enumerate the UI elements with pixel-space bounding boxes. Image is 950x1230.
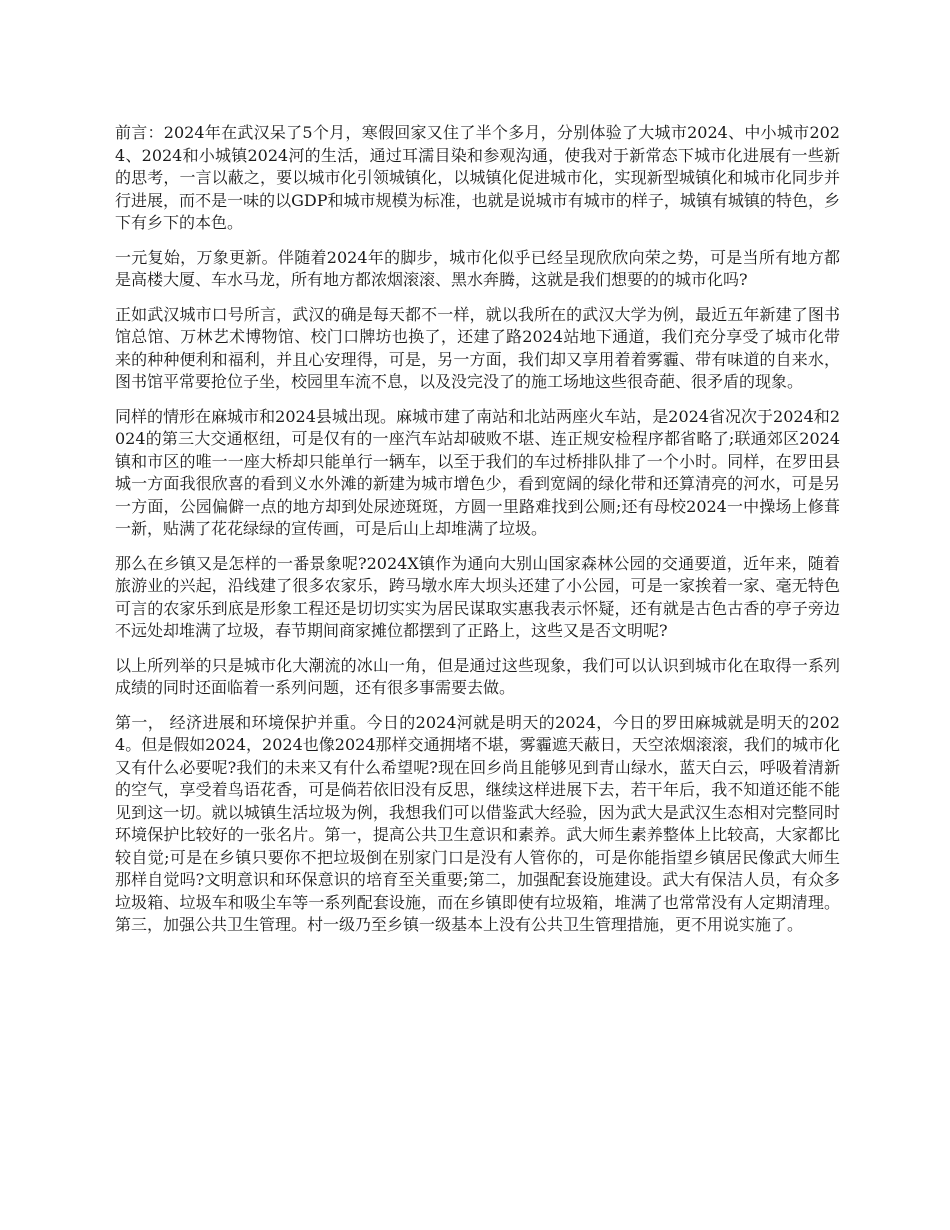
paragraph-preface: 前言：2024年在武汉呆了5个月，寒假回家又住了半个多月，分别体验了大城市2024、中小城市2024、2024和小城镇2024河的生活，通过耳濡目染和参观沟通，使我对于新常态下城市化进展有一些新的思考，一言以蔽之，要以城市化引领城镇化，以城镇化促进城市化，实现新型城镇化和城市化同步并行进展，而不是一味的以GDP和城市规模为标准，也就是说城市有城市的样子，城镇有城镇的特色，乡下有乡下的本色。	[115, 123, 840, 232]
paragraph-summary: 以上所列举的只是城市化大潮流的冰山一角，但是通过这些现象，我们可以认识到城市化在取得一系列成绩的同时还面临着一系列问题，还有很多事需要去做。	[115, 655, 840, 697]
paragraph-township: 那么在乡镇又是怎样的一番景象呢?2024X镇作为通向大别山国家森林公园的交通要道，近年来，随着旅游业的兴起，沿线建了很多农家乐，跨马墩水库大坝头还建了小公园，可是一家挨着一家、毫无特色可言的农家乐到底是形象工程还是切切实实为居民谋取实惠我表示怀疑，还有就是古色古香的亭子旁边不远处却堆满了垃圾，春节期间商家摊位都摆到了正路上，这些又是否文明呢?	[115, 553, 840, 640]
paragraph-new-year: 一元复始，万象更新。伴随着2024年的脚步，城市化似乎已经呈现欣欣向荣之势，可是当所有地方都是高楼大厦、车水马龙，所有地方都浓烟滚滚、黑水奔腾，这就是我们想要的的城市化吗?	[115, 247, 840, 289]
document-body	[115, 122, 840, 949]
paragraph-macheng: 同样的情形在麻城市和2024县城出现。麻城市建了南站和北站两座火车站，是2024省况次于2024和2024的第三大交通枢纽，可是仅有的一座汽车站却破败不堪、连正规安检程序都省略了;联通郊区2024镇和市区的唯一一座大桥却只能单行一辆车，以至于我们的车过桥排队排了一个小时。同样，在罗田县城一方面我很欣喜的看到义水外滩的新建为城市增色少，看到宽阔的绿化带和还算清亮的河水，可是另一方面，公园偏僻一点的地方却到处尿迹斑斑，方圆一里路难找到公厕;还有母校2024一中操场上修葺一新，贴满了花花绿绿的宣传画，可是后山上却堆满了垃圾。	[115, 406, 840, 538]
paragraph-first-point: 第一， 经济进展和环境保护并重。今日的2024河就是明天的2024，今日的罗田麻城就是明天的2024。但是假如2024，2024也像2024那样交通拥堵不堪，雾霾遮天蔽日，天空浓烟滚滚，我们的城市化又有什么必要呢?我们的未来又有什么希望呢?现在回乡尚且能够见到青山绿水，蓝天白云，呼吸着清新的空气，享受着鸟语花香，可是倘若依旧没有反思，继续这样进展下去，若干年后，我不知道还能不能见到这一切。就以城镇生活垃圾为例，我想我们可以借鉴武大经验，因为武大是武汉生态相对完整同时环境保护比较好的一张名片。第一，提高公共卫生意识和素养。武大师生素养整体上比较高，大家都比较自觉;可是在乡镇只要你不把垃圾倒在别家门口是没有人管你的，可是你能指望乡镇居民像武大师生那样自觉吗?文明意识和环保意识的培育至关重要;第二，加强配套设施建设。武大有保洁人员，有众多垃圾箱、垃圾车和吸尘车等一系列配套设施，而在乡镇即使有垃圾箱，堆满了也常常没有人定期清理。第三，加强公共卫生管理。村一级乃至乡镇一级基本上没有公共卫生管理措施，更不用说实施了。	[115, 712, 840, 934]
paragraph-wuhan: 正如武汉城市口号所言，武汉的确是每天都不一样，就以我所在的武汉大学为例，最近五年新建了图书馆总馆、万林艺术博物馆、校门口牌坊也换了，还建了路2024站地下通道，我们充分享受了城市化带来的种种便利和福利，并且心安理得，可是，另一方面，我们却又享用着着雾霾、带有味道的自来水，图书馆平常要抢位子坐，校园里车流不息，以及没完没了的施工场地这些很奇葩、很矛盾的现象。	[115, 304, 840, 391]
